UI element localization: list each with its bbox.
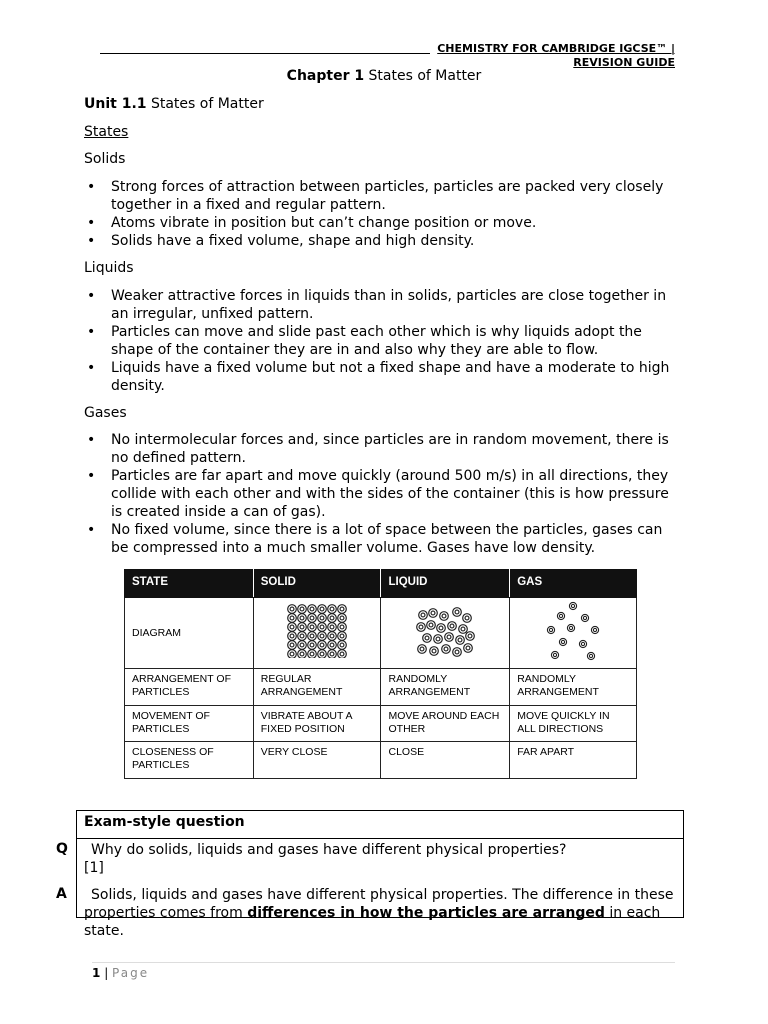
list-item: • No fixed volume, since there is a lot of space between the particles, gases can be compressed into a much smaller volume. Gases have low density. (84, 521, 680, 557)
particle-core-icon (300, 625, 304, 629)
particle-core-icon (420, 647, 424, 651)
list-item: • Solids have a fixed volume, shape and high density. (84, 232, 680, 250)
unit-title (84, 95, 264, 113)
particle-core-icon (300, 634, 304, 638)
page-label: Page (112, 966, 150, 980)
particle-core-icon (310, 652, 314, 656)
chapter-title (0, 68, 768, 84)
particle-core-icon (553, 653, 556, 656)
unit-number: Unit 1.1 (84, 96, 147, 112)
particle-core-icon (300, 652, 304, 656)
page-footer (92, 966, 149, 980)
particle-core-icon (340, 607, 344, 611)
table-cell: ARRANGEMENT OF PARTICLES (125, 669, 254, 706)
particle-core-icon (559, 614, 562, 617)
answer-text (84, 886, 680, 940)
footer-separator: | (104, 966, 113, 980)
gas-diagram (510, 598, 637, 669)
question-label: Q (56, 841, 68, 857)
liquid-diagram (381, 598, 510, 669)
particle-core-icon (290, 625, 294, 629)
list-item: • Atoms vibrate in position but can’t change position or move. (84, 214, 680, 232)
particle-core-icon (581, 642, 584, 645)
particle-core-icon (330, 607, 334, 611)
particle-core-icon (465, 616, 469, 620)
states-table (124, 569, 637, 779)
liquid-particles-graphic (413, 601, 477, 661)
running-header (375, 42, 675, 70)
table-cell: RANDOMLY ARRANGEMENT (381, 669, 510, 706)
particle-core-icon (320, 616, 324, 620)
table-cell: RANDOMLY ARRANGEMENT (510, 669, 637, 706)
table-cell: FAR APART (510, 742, 637, 779)
solids-list (84, 178, 680, 250)
col-header-gas: GAS (510, 570, 637, 598)
col-header-solid: SOLID (253, 570, 381, 598)
particle-core-icon (589, 654, 592, 657)
list-item: • Liquids have a fixed volume but not a fixed shape and have a moderate to high density. (84, 359, 680, 395)
particle-core-icon (466, 646, 470, 650)
question-text: Why do solids, liquids and gases have different physical properties? (91, 842, 567, 858)
particle-core-icon (571, 604, 574, 607)
table-cell: CLOSE (381, 742, 510, 779)
exam-heading: Exam-style question (84, 814, 245, 830)
particle-core-icon (569, 626, 572, 629)
table-cell: MOVE AROUND EACH OTHER (381, 705, 510, 742)
particle-core-icon (340, 643, 344, 647)
particle-core-icon (320, 634, 324, 638)
gas-particles-graphic (543, 600, 603, 662)
question-marks: [1] (84, 860, 104, 876)
particle-core-icon (290, 643, 294, 647)
particle-core-icon (439, 626, 443, 630)
particle-core-icon (300, 643, 304, 647)
particle-core-icon (310, 643, 314, 647)
particle-core-icon (442, 614, 446, 618)
particle-core-icon (290, 616, 294, 620)
section-heading: States (84, 124, 129, 140)
table-cell: MOVEMENT OF PARTICLES (125, 705, 254, 742)
list-item: • Weaker attractive forces in liquids than in solids, particles are close together in an irregular, unfixed pattern. (84, 287, 680, 323)
particle-core-icon (290, 607, 294, 611)
particle-core-icon (458, 638, 462, 642)
particle-core-icon (431, 611, 435, 615)
particle-core-icon (340, 634, 344, 638)
list-item: • No intermolecular forces and, since particles are in random movement, there is no defined pattern. (84, 431, 680, 467)
particle-core-icon (450, 624, 454, 628)
answer-label: A (56, 886, 67, 902)
liquids-heading: Liquids (84, 260, 134, 276)
liquids-list (84, 287, 680, 395)
header-line-1: CHEMISTRY FOR CAMBRIDGE IGCSE™ | (437, 42, 675, 55)
particle-core-icon (330, 616, 334, 620)
particle-core-icon (300, 616, 304, 620)
particle-core-icon (593, 628, 596, 631)
table-cell: MOVE QUICKLY IN ALL DIRECTIONS (510, 705, 637, 742)
solid-diagram (253, 598, 381, 669)
particle-core-icon (320, 607, 324, 611)
particle-core-icon (330, 625, 334, 629)
particle-core-icon (320, 652, 324, 656)
particle-core-icon (455, 610, 459, 614)
page-number: 1 (92, 966, 101, 980)
answer-end: in each state. (84, 905, 661, 939)
particle-core-icon (561, 640, 564, 643)
solids-heading: Solids (84, 151, 126, 167)
particle-core-icon (330, 652, 334, 656)
table-cell: VERY CLOSE (253, 742, 381, 779)
particle-core-icon (310, 607, 314, 611)
particle-core-icon (320, 643, 324, 647)
particle-core-icon (310, 616, 314, 620)
particle-core-icon (330, 643, 334, 647)
particle-core-icon (340, 652, 344, 656)
particle-core-icon (455, 650, 459, 654)
header-line-2: REVISION GUIDE (573, 56, 675, 69)
particle-core-icon (549, 628, 552, 631)
particle-core-icon (419, 625, 423, 629)
unit-name: States of Matter (150, 96, 264, 112)
particle-core-icon (429, 623, 433, 627)
particle-core-icon (425, 636, 429, 640)
solid-particles-graphic (287, 604, 347, 658)
particle-core-icon (432, 649, 436, 653)
list-item: • Strong forces of attraction between particles, particles are packed very closely together in a fixed and regular pattern. (84, 178, 680, 214)
table-cell: REGULAR ARRANGEMENT (253, 669, 381, 706)
particle-core-icon (310, 625, 314, 629)
particle-core-icon (310, 634, 314, 638)
answer-key-phrase: differences in how the particles are arranged (247, 905, 605, 921)
gases-heading: Gases (84, 405, 127, 421)
footer-rule (92, 962, 675, 963)
particle-core-icon (461, 627, 465, 631)
particle-core-icon (320, 625, 324, 629)
list-item: • Particles can move and slide past each other which is why liquids adopt the shape of the container they are in and also why they are able to flow. (84, 323, 680, 359)
particle-core-icon (290, 652, 294, 656)
particle-core-icon (444, 647, 448, 651)
chapter-number: Chapter 1 (286, 68, 365, 84)
table-cell: CLOSENESS OF PARTICLES (125, 742, 254, 779)
chapter-name: States of Matter (368, 68, 482, 84)
particle-core-icon (421, 613, 425, 617)
table-cell: VIBRATE ABOUT A FIXED POSITION (253, 705, 381, 742)
particle-core-icon (330, 634, 334, 638)
diagram-label: DIAGRAM (125, 598, 254, 669)
particle-core-icon (290, 634, 294, 638)
list-item: • Particles are far apart and move quickly (around 500 m/s) in all directions, they collide with each other and with the sides of the container (this is how pressure is created inside a can of gas). (84, 467, 680, 521)
particle-core-icon (436, 637, 440, 641)
answer-start: Solids, liquids and gases have different physical properties. The difference in these properties comes from (84, 887, 674, 921)
col-header-state: STATE (125, 570, 254, 598)
gases-list (84, 431, 680, 557)
col-header-liquid: LIQUID (381, 570, 510, 598)
particle-core-icon (447, 635, 451, 639)
particle-core-icon (340, 625, 344, 629)
particle-core-icon (583, 616, 586, 619)
particle-core-icon (300, 607, 304, 611)
particle-core-icon (340, 616, 344, 620)
particle-core-icon (468, 634, 472, 638)
